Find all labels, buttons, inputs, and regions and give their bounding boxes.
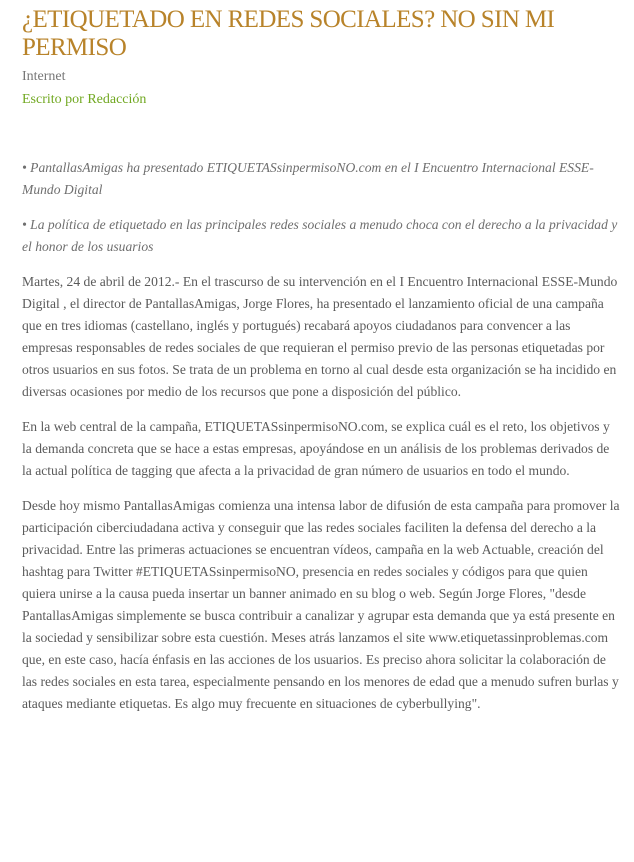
body-paragraph-2: En la web central de la campaña, ETIQUETASsinpermisoNO.com, se explica cuál es el reto, los objetivos y la demanda concreta que se hace a estas empresas, apoyándose en un análisis de los problemas derivados de la actual política de tagging que afecta a la privacidad de gran número de usuarios en todo el mundo. xyxy=(22,419,610,478)
article-title: ¿ETIQUETADO EN REDES SOCIALES? NO SIN MI PERMISO xyxy=(22,6,555,61)
body-paragraph-3: Desde hoy mismo PantallasAmigas comienza una intensa labor de difusión de esta campaña para promover la participación ciberciudadana activa y conseguir que las redes sociales faciliten la defensa del derecho a la privacidad. Entre las primeras actuaciones se encuentran vídeos, campaña en la web Actuable, creación del hashtag para Twitter #ETIQUETASsinpermisoNO, presencia en redes sociales y códigos para que quien quiera unirse a la causa pueda insertar un banner animado en su blog o web. Según Jorge Flores, "desde PantallasAmigas simplemente se busca contribuir a canalizar y agrupar esta demanda que ya está presente en la sociedad y sensibilizar sobre esta cuestión. Meses atrás lanzamos el site www.etiquetassinproblemas.com que, en este caso, hacía énfasis en las acciones de los usuarios. Es preciso ahora solicitar la colaboración de las redes sociales en esta tarea, especialmente pensando en los menores de edad que a menudo sufren burlas y ataques mediante etiquetas. Es algo muy frecuente en situaciones de cyberbullying". xyxy=(22,498,620,711)
body-paragraph-1: Martes, 24 de abril de 2012.- En el trascurso de su intervención en el I Encuentro Internacional ESSE-Mundo Digital , el director de PantallasAmigas, Jorge Flores, ha presentado el lanzamiento oficial de una campaña que en tres idiomas (castellano, inglés y portugués) recabará apoyos ciudadanos para convencer a las empresas responsables de redes sociales de que requieran el permiso previo de las personas etiquetadas por otros usuarios en sus fotos. Se trata de un problema en torno al cual desde esta organización se ha incidido en diversas ocasiones por medio de los recursos que pone a disposición del público. xyxy=(22,274,618,399)
article-category[interactable]: Internet xyxy=(22,69,66,84)
header-spacer xyxy=(22,109,620,157)
summary-bullet-1: • PantallasAmigas ha presentado ETIQUETASsinpermisoNO.com en el I Encuentro Internacional ESSE-Mundo Digital xyxy=(22,160,594,197)
summary-bullet-2: • La política de etiquetado en las principales redes sociales a menudo choca con el derecho a la privacidad y el honor de los usuarios xyxy=(22,217,618,254)
article-byline: Escrito por Redacción xyxy=(22,92,147,107)
